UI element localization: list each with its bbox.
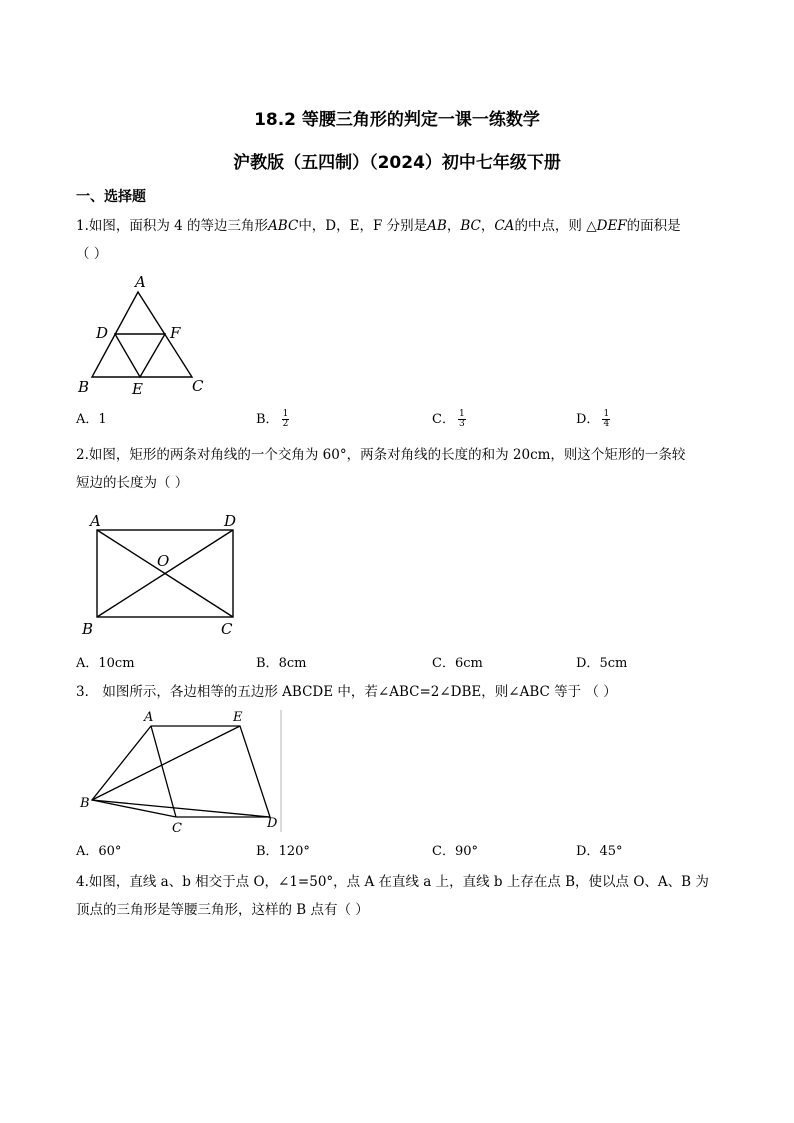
label-d: D xyxy=(96,324,109,342)
label-a: A xyxy=(90,512,101,530)
question-1 xyxy=(76,212,724,268)
question-4-line-1: 4.如图，直线 a、b 相交于点 O，∠1=50°，点 A 在直线 a 上，直线 b 上存在点 B，使以点 O、A、B 为 xyxy=(76,874,709,890)
q1-option-b[interactable] xyxy=(256,410,289,430)
option-value: 6cm xyxy=(454,656,483,671)
q1-text: 1.如图，面积为 4 的等边三角形 xyxy=(76,218,269,234)
q1-text: 的面积是 xyxy=(626,218,681,234)
q3-pentagon-figure xyxy=(76,706,296,836)
q2-option-a[interactable] xyxy=(76,654,135,674)
option-value: 1 xyxy=(98,412,107,427)
q2-option-d[interactable] xyxy=(576,654,627,674)
fraction-denominator: 2 xyxy=(282,419,289,429)
label-b: B xyxy=(82,620,94,638)
option-letter: A． xyxy=(76,412,99,427)
question-2-line-1: 2.如图，矩形的两条对角线的一个交角为 60°，两条对角线的长度的和为 20cm，则这个矩形的一条较 xyxy=(76,447,686,463)
question-2-line-2: 短边的长度为（ ） xyxy=(76,475,189,491)
option-value: 120° xyxy=(278,844,310,859)
label-a: A xyxy=(135,273,146,291)
q1-math: CA xyxy=(494,218,515,234)
question-3 xyxy=(76,678,724,706)
q1-math: AB xyxy=(427,218,447,234)
question-3-line-1: 3． 如图所示，各边相等的五边形 ABCDE 中，若∠ABC=2∠DBE，则∠ABC 等于 （ ） xyxy=(76,684,617,700)
label-c: C xyxy=(192,377,204,395)
q1-option-d[interactable] xyxy=(576,410,610,430)
q2-option-c[interactable] xyxy=(432,654,483,674)
option-value: 60° xyxy=(98,844,122,859)
pentagon-abcde xyxy=(92,726,270,817)
option-letter: A． xyxy=(76,656,99,671)
fraction-denominator: 4 xyxy=(603,419,610,429)
option-fraction xyxy=(282,410,290,429)
option-fraction xyxy=(458,410,466,429)
option-letter: D． xyxy=(576,656,600,671)
question-1-line-2: （ ） xyxy=(76,246,108,262)
option-value: 90° xyxy=(454,844,478,859)
option-value: 8cm xyxy=(278,656,307,671)
option-letter: D． xyxy=(576,844,600,859)
page-subtitle: 沪教版（五四制）（2024）初中七年级下册 xyxy=(233,153,561,173)
question-1-line-1 xyxy=(76,212,724,240)
q1-triangle-figure xyxy=(70,270,220,400)
option-letter: C． xyxy=(432,844,455,859)
q1-option-a[interactable] xyxy=(76,410,107,430)
q1-text: 的中点，则 △ xyxy=(514,218,597,234)
option-value: 45° xyxy=(599,844,623,859)
page-title: 18.2 等腰三角形的判定一课一练数学 xyxy=(254,110,540,130)
option-letter: A． xyxy=(76,844,99,859)
q3-option-d[interactable] xyxy=(576,842,622,862)
q2-rectangle-figure xyxy=(78,512,248,642)
option-value: 5cm xyxy=(599,656,628,671)
triangle-def xyxy=(115,334,165,377)
segment-be xyxy=(92,726,240,800)
q3-option-a[interactable] xyxy=(76,842,121,862)
q3-option-b[interactable] xyxy=(256,842,310,862)
option-letter: B． xyxy=(256,656,279,671)
q1-math: BC xyxy=(460,218,481,234)
fraction-denominator: 3 xyxy=(458,419,465,429)
question-4-line-2: 顶点的三角形是等腰三角形，这样的 B 点有（ ） xyxy=(76,902,369,918)
q1-math: ABC xyxy=(268,218,299,234)
option-letter: B． xyxy=(256,412,279,427)
segment-bd xyxy=(92,800,270,817)
label-c: C xyxy=(221,620,233,638)
label-d: D xyxy=(224,512,237,530)
segment-ac xyxy=(151,726,176,817)
label-a: A xyxy=(144,710,154,725)
q1-math: DEF xyxy=(596,218,627,234)
fraction-numerator: 1 xyxy=(282,409,289,419)
option-letter: D． xyxy=(576,412,600,427)
option-fraction xyxy=(602,410,610,429)
question-4 xyxy=(76,868,724,924)
label-b: B xyxy=(78,378,90,396)
fraction-numerator: 1 xyxy=(458,409,465,419)
q1-text: 中，D，E，F 分别是 xyxy=(298,218,428,234)
label-e: E xyxy=(233,710,243,725)
q3-option-c[interactable] xyxy=(432,842,478,862)
q2-option-b[interactable] xyxy=(256,654,306,674)
q1-text: ， xyxy=(480,218,495,234)
q1-option-c[interactable] xyxy=(432,410,466,430)
option-letter: B． xyxy=(256,844,279,859)
label-f: F xyxy=(170,324,181,342)
label-c: C xyxy=(172,821,182,836)
label-o: O xyxy=(157,552,170,570)
fraction-numerator: 1 xyxy=(603,409,610,419)
question-2 xyxy=(76,441,724,497)
option-letter: C． xyxy=(432,412,455,427)
section-heading: 一、选择题 xyxy=(76,189,146,205)
option-value: 10cm xyxy=(98,656,135,671)
option-letter: C． xyxy=(432,656,455,671)
q1-text: ， xyxy=(446,218,461,234)
label-b: B xyxy=(80,796,90,811)
label-d: D xyxy=(267,816,278,831)
label-e: E xyxy=(132,380,143,398)
